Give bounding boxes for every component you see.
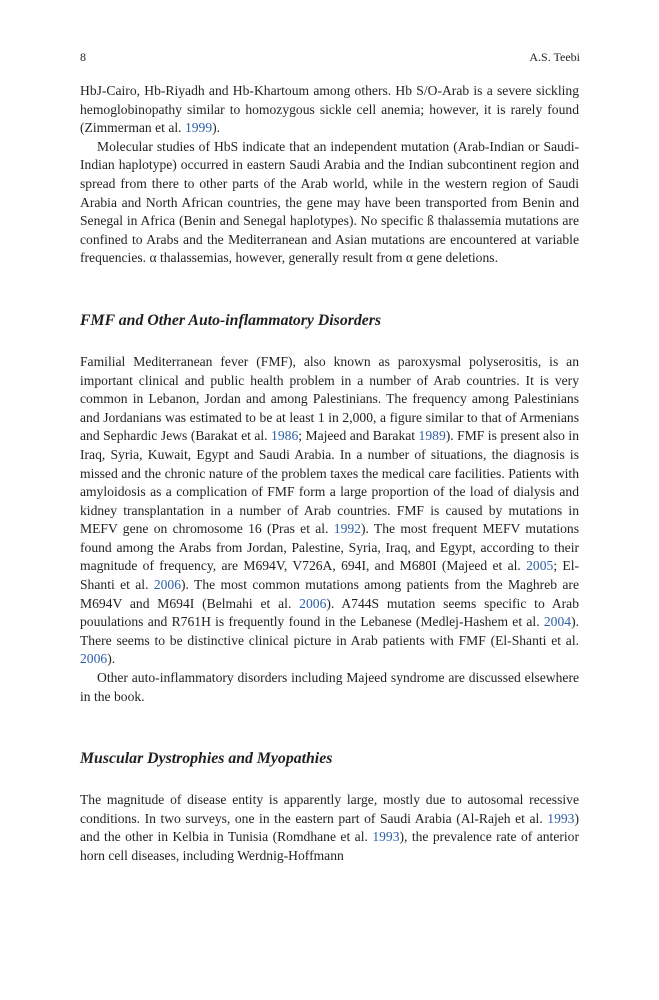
paragraph-text: ). A744S mutation seems specific to Arab pouulations and R761H is frequently found in the Lebanese (Medlej-Hashem et al. [80,595,579,630]
paragraph-text: ) and the other in Kelbia in Tunisia (Romdhane et al. [80,810,579,845]
paragraph [80,82,579,138]
paragraph-text: The magnitude of disease entity is apparently large, mostly due to autosomal recessive conditions. In two surveys, one in the eastern part of Saudi Arabia (Al-Rajeh et al. [80,792,579,826]
citation-link[interactable]: 2006 [299,595,327,611]
citation-link[interactable]: 1992 [333,521,361,537]
section-heading-muscular: Muscular Dystrophies and Myopathies [80,750,333,768]
paragraph [80,669,579,706]
paragraph-text: HbJ-Cairo, Hb-Riyadh and Hb-Khartoum among others. Hb S/O-Arab is a severe sickling hemoglobinopathy similar to homozygous sickle cell anemia; however, it is rarely found (Zimmerman et al. [80,83,579,136]
page-number: 8 [80,50,86,64]
paragraph [80,791,579,865]
paragraph-text: ). [212,120,221,136]
paragraph-text: ; Majeed and Barakat [298,428,419,444]
paragraph-text: ), the prevalence rate of anterior horn cell diseases, including Werdnig-Hoffmann [80,829,579,863]
running-head: A.S. Teebi [529,50,580,64]
citation-link[interactable]: 1993 [372,829,400,845]
paragraph-text: ). FMF is present also in Iraq, Syria, Kuwait, Egypt and Saudi Arabia. In a number of situations, the diagnosis is missed and the chronic nature of the problem taxes the medical care facilities. Patients with amyloidosis as a complication of FMF form a large proportion of the load of dialysis and kidney transplantation in a number of Arab countries. FMF is caused by mutations in MEFV gene on chromosome 16 (Pras et al. [80,428,580,537]
citation-link[interactable]: 1993 [547,810,575,826]
paragraph-text: ). The most frequent MEFV mutations found among the Arabs from Jordan, Palestine, Syria, Iraq, and Egypt, according to their magnitude of frequency, are M694V, V726A, 694I, and M680I (Majeed et al. [80,521,580,574]
citation-link[interactable]: 1989 [418,428,446,444]
paragraph [80,353,579,669]
citation-link[interactable]: 1986 [271,428,299,444]
citation-link[interactable]: 2006 [153,577,182,593]
paragraph-text: ). The most common mutations among patients from the Maghreb are M694V and M694I (Belmahi et al. [80,577,579,611]
paragraph-text: ; El-Shanti et al. [80,558,579,593]
citation-link[interactable]: 2004 [543,614,572,630]
citation-link[interactable]: 2005 [526,558,554,574]
paragraph-text: Other auto-inflammatory disorders including Majeed syndrome are discussed elsewhere in the book. [80,670,579,704]
citation-link[interactable]: 2006 [80,651,108,667]
page-header [80,50,580,68]
paragraph-text: Familial Mediterranean fever (FMF), also known as paroxysmal polyserositis, is an important clinical and public health problem in a number of Arab countries. It is very common in Lebanon, Jordan and among Palestinians. The frequency among Palestinians and Jordanians was estimated to be at least 1 in 2,000, a figure similar to that of Armenians and Sephardic Jews (Barakat et al. [80,353,579,444]
section-heading-fmf: FMF and Other Auto-inflammatory Disorders [80,311,382,329]
page-body [80,82,579,866]
paragraph-text: ). [107,651,116,667]
paragraph [80,138,579,268]
citation-link[interactable]: 1999 [184,120,213,136]
paragraph-text: ). There seems to be distinctive clinical picture in Arab patients with FMF (El-Shanti et al. [80,614,579,648]
paragraph-text: Molecular studies of HbS indicate that an independent mutation (Arab-Indian or Saudi-Indian haplotype) occurred in eastern Saudi Arabia and the Indian subcontinent region and spread from there to other parts of the Arab world, while in the western region of Saudi Arabia and North African countries, the gene may have been transported from Benin and Senegal in Africa (Benin and Senegal haplotypes). No specific ß thalassemia mutations are confined to Arabs and the Mediterranean and Asian mutations are encountered at variable frequencies. α thalassemias, however, generally result from α gene deletions. [80,138,579,266]
